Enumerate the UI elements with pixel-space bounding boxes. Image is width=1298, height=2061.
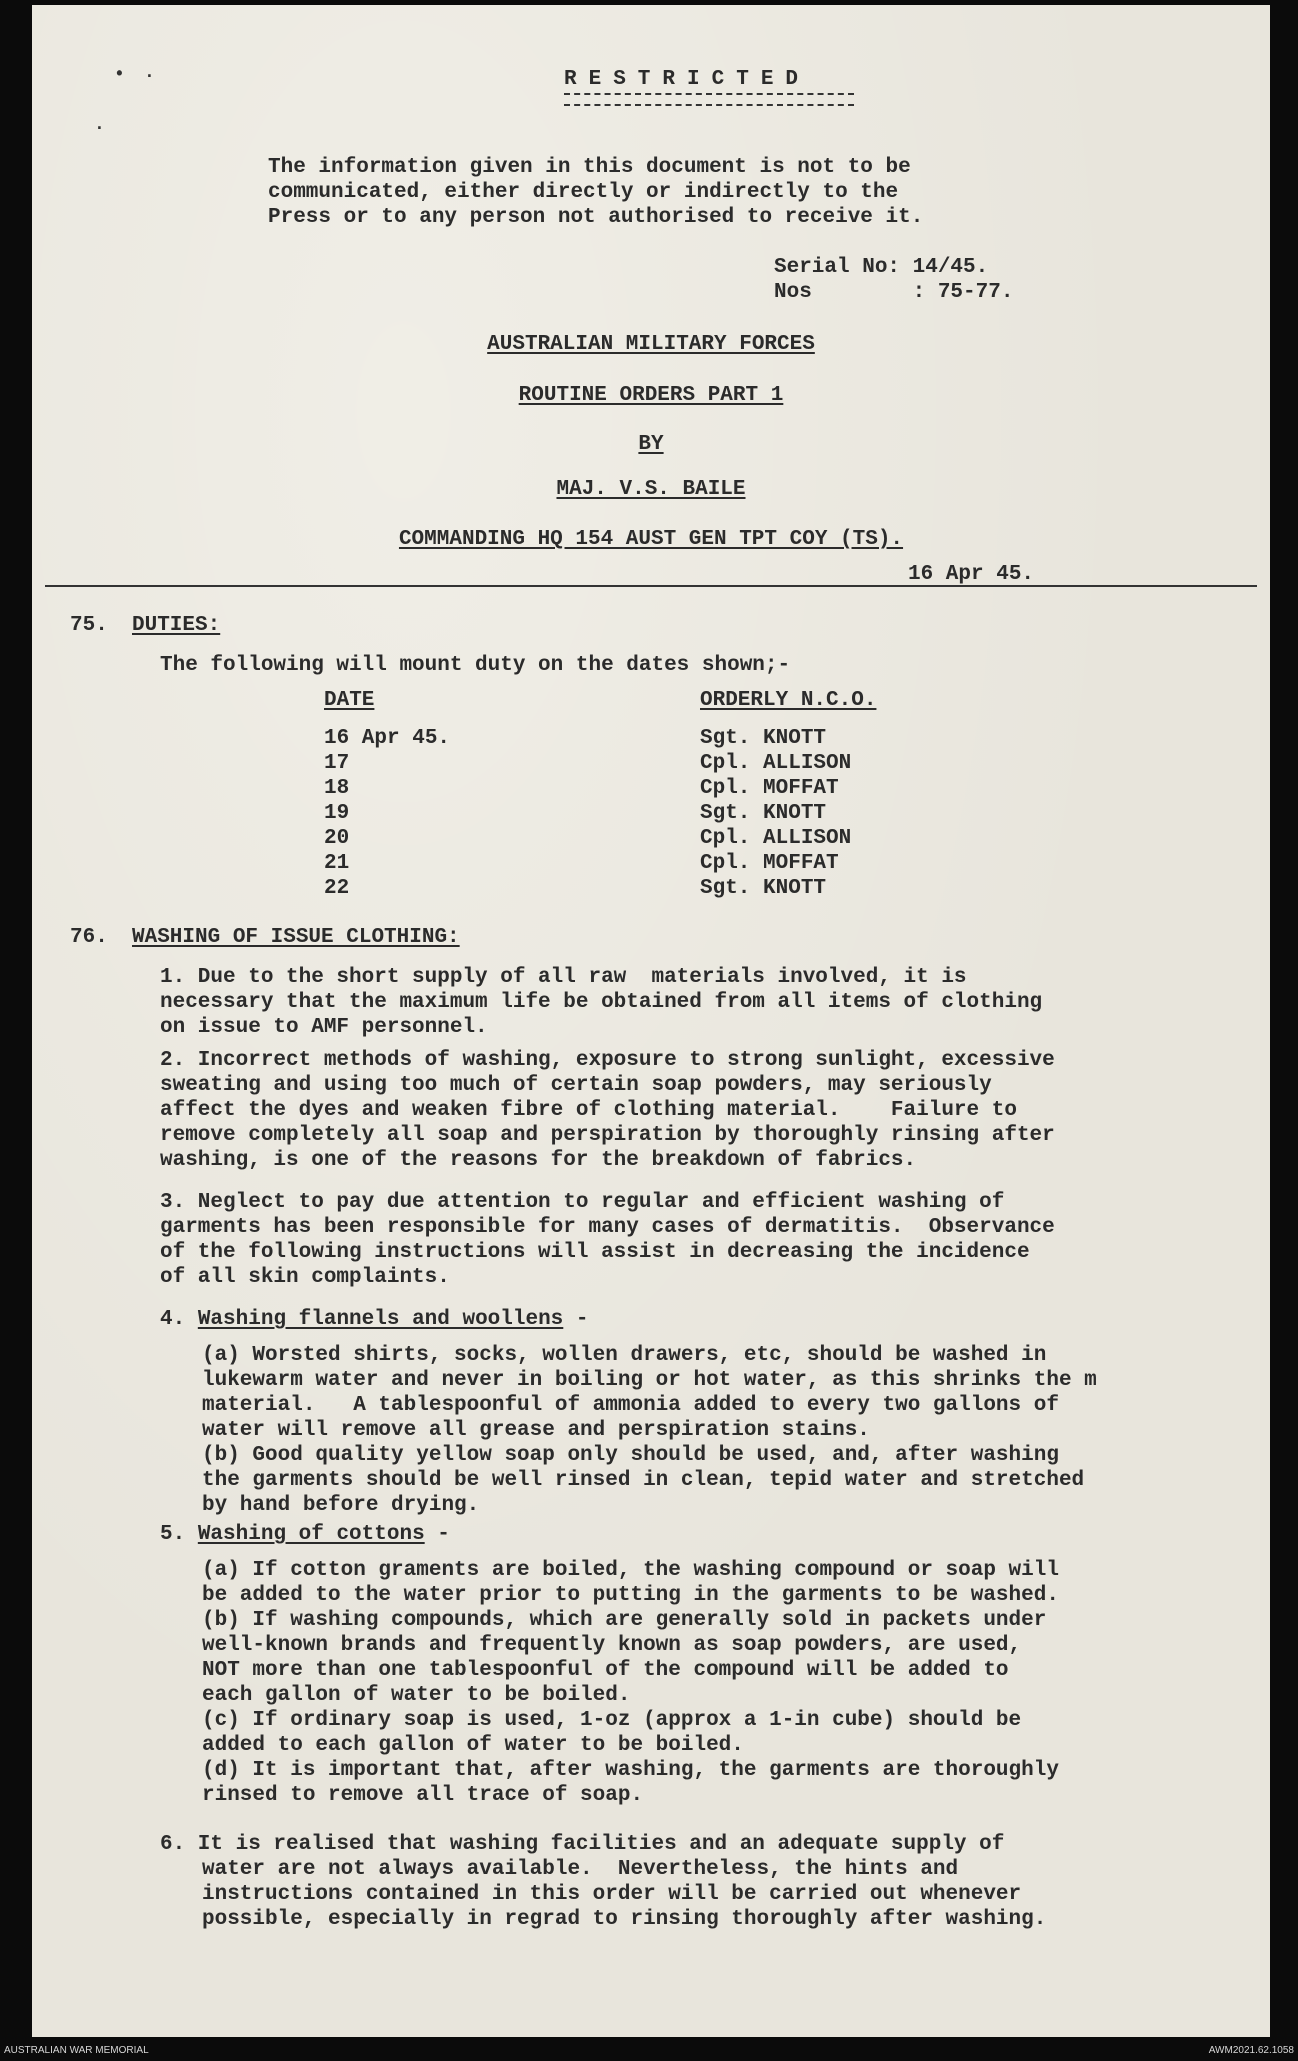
notice-line: The information given in this document is not to be (268, 156, 911, 179)
document-page (32, 5, 1270, 2037)
duty-date: 19 (324, 802, 350, 825)
text-line: the garments should be well rinsed in clean, tepid water and stretched (202, 1469, 1085, 1492)
text-line: (b) If washing compounds, which are generally sold in packets under (202, 1609, 1047, 1632)
duty-date: 20 (324, 827, 350, 850)
text-line: (c) If ordinary soap is used, 1-oz (approx a 1-in cube) should be (202, 1709, 1022, 1732)
text-line: possible, especially in regrad to rinsing thoroughly after washing. (202, 1908, 1047, 1931)
section-75-heading: DUTIES: (132, 614, 221, 637)
section-75-intro: The following will mount duty on the dates shown;- (160, 654, 791, 677)
title-forces: AUSTRALIAN MILITARY FORCES (487, 333, 815, 356)
text-line: by hand before drying. (202, 1494, 480, 1517)
text-line: well-known brands and frequently known as soap powders, are used, (202, 1634, 1022, 1657)
text-line: on issue to AMF personnel. (160, 1016, 488, 1039)
text-line: instructions contained in this order will be carried out whenever (202, 1883, 1022, 1906)
text-line: 1. Due to the short supply of all raw materials involved, it is (160, 966, 967, 989)
restricted-heading: RESTRICTED (564, 68, 811, 91)
duty-nco: Cpl. MOFFAT (700, 777, 839, 800)
duty-col-orderly: ORDERLY N.C.O. (700, 689, 877, 712)
p5-number: 5. (160, 1523, 186, 1546)
text-line: added to each gallon of water to be boiled. (202, 1734, 744, 1757)
duty-date: 21 (324, 852, 350, 875)
text-line: garments has been responsible for many cases of dermatitis. Observance (160, 1216, 1055, 1239)
duty-date: 18 (324, 777, 350, 800)
duty-nco: Sgt. KNOTT (700, 727, 827, 750)
text-line: necessary that the maximum life be obtained from all items of clothing (160, 991, 1043, 1014)
title-by: BY (638, 433, 664, 456)
title-commander-name: MAJ. V.S. BAILE (556, 478, 746, 501)
p4-heading: Washing flannels and woollens (197, 1308, 564, 1331)
text-line: of the following instructions will assist in decreasing the incidence (160, 1241, 1030, 1264)
text-line: (a) Worsted shirts, socks, wollen drawers, etc, should be washed in (202, 1344, 1047, 1367)
text-line: material. A tablespoonful of ammonia added to every two gallons of (202, 1394, 1059, 1417)
text-line: each gallon of water to be boiled. (202, 1684, 631, 1707)
text-line: water will remove all grease and perspiration stains. (202, 1419, 870, 1442)
title-commanding-unit: COMMANDING HQ 154 AUST GEN TPT COY (TS). (398, 528, 904, 551)
p4-number: 4. (160, 1308, 186, 1331)
section-76-number: 76. (70, 926, 108, 949)
text-line: 2. Incorrect methods of washing, exposure to strong sunlight, excessive (160, 1049, 1055, 1072)
order-date: 16 Apr 45. (908, 563, 1035, 586)
duty-date: 16 Apr 45. (324, 727, 451, 750)
ink-mark: · (144, 67, 155, 87)
serial-number: Serial No: 14/45. (774, 256, 989, 279)
text-line: lukewarm water and never in boiling or hot water, as this shrinks the m (202, 1369, 1097, 1392)
text-line: rinsed to remove all trace of soap. (202, 1784, 644, 1807)
section-75-number: 75. (70, 614, 108, 637)
duty-nco: Cpl. ALLISON (700, 752, 852, 775)
text-line: affect the dyes and weaken fibre of clothing material. Failure to (160, 1099, 1017, 1122)
notice-line: Press or to any person not authorised to receive it. (268, 206, 924, 229)
text-line: NOT more than one tablespoonful of the compound will be added to (202, 1659, 1009, 1682)
text-line: remove completely all soap and perspiration by thoroughly rinsing after (160, 1124, 1055, 1147)
archive-reference: AWM2021.62.1058 (1208, 2045, 1294, 2056)
text-line: be added to the water prior to putting in the garments to be washed. (202, 1584, 1059, 1607)
duty-col-date: DATE (324, 689, 375, 712)
duty-nco: Sgt. KNOTT (700, 802, 827, 825)
duty-date: 17 (324, 752, 350, 775)
duty-nco: Cpl. MOFFAT (700, 852, 839, 875)
p4-dash: - (563, 1308, 589, 1331)
order-numbers: Nos : 75-77. (774, 281, 1014, 304)
ink-mark: • (114, 65, 125, 85)
restricted-double-underline (564, 93, 854, 106)
duty-nco: Cpl. ALLISON (700, 827, 852, 850)
horizontal-rule (45, 585, 1257, 587)
text-line: (d) It is important that, after washing, the garments are thoroughly (202, 1759, 1059, 1782)
notice-line: communicated, either directly or indirectly to the (268, 181, 899, 204)
ink-mark: · (94, 119, 105, 139)
section-76-heading: WASHING OF ISSUE CLOTHING: (132, 926, 460, 949)
text-line: sweating and using too much of certain soap powders, may seriously (160, 1074, 992, 1097)
p5-dash: - (424, 1523, 450, 1546)
text-line: washing, is one of the reasons for the breakdown of fabrics. (160, 1149, 917, 1172)
text-line: (a) If cotton graments are boiled, the washing compound or soap will (202, 1559, 1059, 1582)
archive-credit: AUSTRALIAN WAR MEMORIAL (4, 2045, 149, 2056)
text-line: (b) Good quality yellow soap only should be used, and, after washing (202, 1444, 1059, 1467)
text-line: 6. It is realised that washing facilities and an adequate supply of (160, 1833, 1005, 1856)
text-line: water are not always available. Nevertheless, the hints and (202, 1858, 959, 1881)
duty-date: 22 (324, 877, 350, 900)
text-line: of all skin complaints. (160, 1266, 450, 1289)
title-routine-orders: ROUTINE ORDERS PART 1 (518, 384, 784, 407)
p5-heading: Washing of cottons (197, 1523, 425, 1546)
text-line: 3. Neglect to pay due attention to regular and efficient washing of (160, 1191, 1005, 1214)
duty-nco: Sgt. KNOTT (700, 877, 827, 900)
